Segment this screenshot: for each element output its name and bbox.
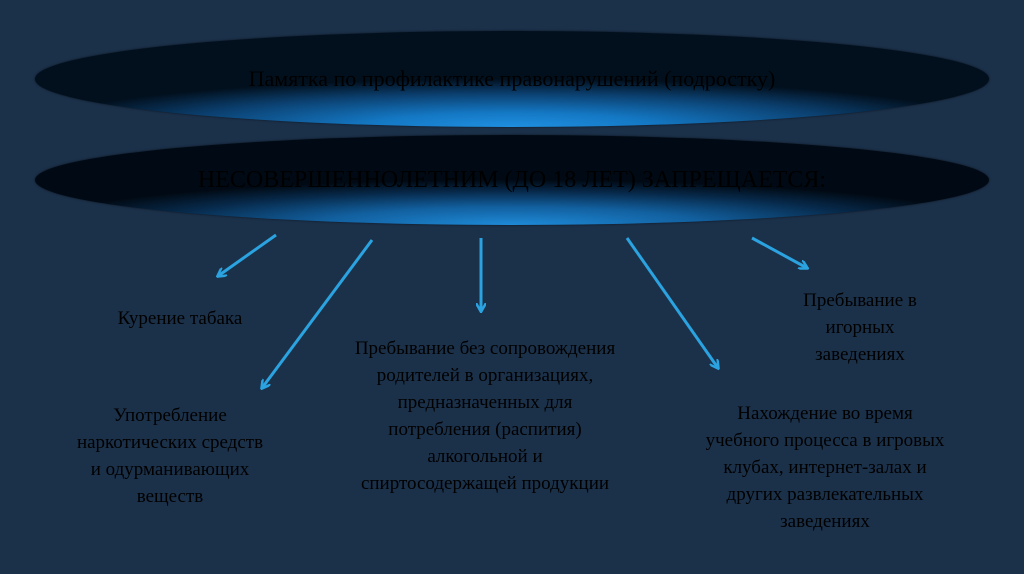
item-school-hours-line: учебного процесса в игровых: [705, 430, 945, 451]
item-drugs-line: и одурманивающих: [90, 459, 250, 480]
item-alcohol-line: родителей в организациях,: [376, 365, 594, 386]
item-alcohol: [310, 335, 660, 497]
item-drugs-line: наркотических средств: [76, 432, 264, 453]
item-school-hours-line: заведениях: [780, 511, 870, 532]
item-gambling-line: заведениях: [815, 344, 905, 365]
item-gambling-line: игорных: [825, 317, 895, 338]
arrow-gambling: [752, 238, 807, 268]
item-gambling-line: Пребывание в: [803, 290, 917, 311]
title-text: Памятка по профилактике правонарушений (подростку): [248, 66, 776, 91]
item-school-hours-line: других развлекательных: [726, 484, 924, 505]
item-drugs-line: веществ: [136, 486, 204, 507]
item-school-hours: [655, 400, 995, 535]
item-drugs-line: Употребление: [113, 405, 227, 426]
item-alcohol-line: спиртосодержащей продукции: [360, 473, 610, 494]
item-school-hours-line: клубах, интернет-залах и: [723, 457, 927, 478]
item-gambling: [740, 287, 980, 368]
heading-text: НЕСОВЕРШЕННОЛЕТНИМ (ДО 18 ЛЕТ) ЗАПРЕЩАЕТСЯ:: [197, 166, 827, 193]
item-alcohol-line: Пребывание без сопровождения: [354, 338, 616, 359]
item-alcohol-line: предназначенных для: [397, 392, 573, 413]
arrow-smoking: [218, 235, 276, 276]
item-alcohol-line: алкогольной и: [427, 446, 543, 467]
item-drugs: [20, 402, 320, 510]
item-smoking: [60, 305, 300, 332]
item-smoking-text: Курение табака: [117, 308, 243, 329]
item-alcohol-line: потребления (распития): [388, 419, 582, 440]
item-school-hours-line: Нахождение во время: [737, 403, 913, 424]
